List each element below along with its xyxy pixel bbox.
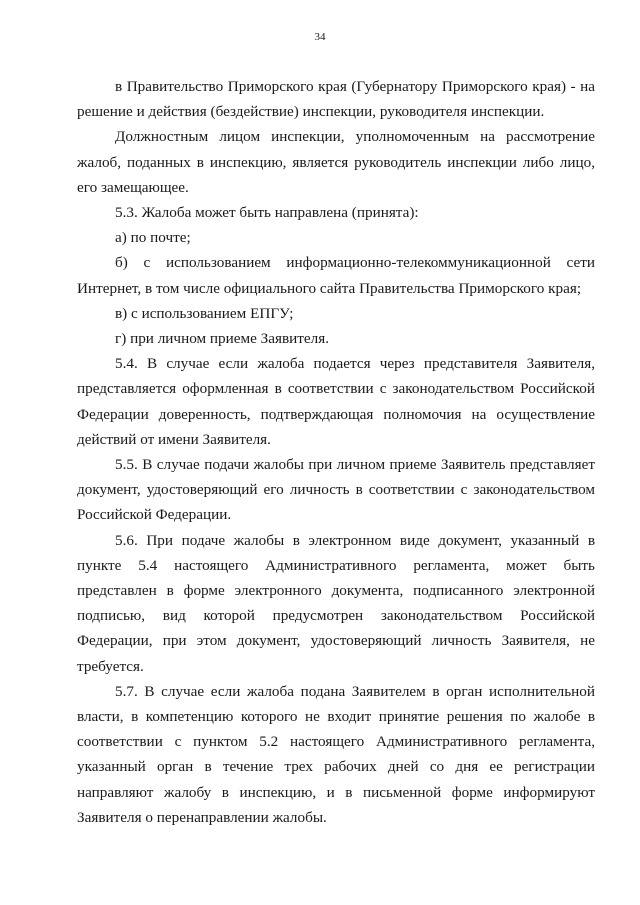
page-number: 34 bbox=[314, 31, 326, 43]
paragraph-responsible-official: Должностным лицом инспекции, уполномоченным на рассмотрение жалоб, поданных в инспекцию, является руководитель инспекции либо лицо, его замещающее. bbox=[77, 128, 595, 196]
list-item-b: б) с использованием информационно-телекоммуникационной сети Интернет, в том числе официального сайта Правительства Приморского края; bbox=[77, 254, 595, 297]
paragraph-5-7: 5.7. В случае если жалоба подана Заявителем в орган исполнительной власти, в компетенцию которого не входит принятие решения по жалобе в соответствии с пунктом 5.2 настоящего Административного регламента, указанный орган в течение трех рабочих дней со дня ее регистрации направляют жалобу в инспекцию, и в письменной форме информируют Заявителя о перенаправлении жалобы. bbox=[77, 682, 595, 826]
list-item-g: г) при личном приеме Заявителя. bbox=[115, 330, 330, 348]
list-item-v: в) с использованием ЕПГУ; bbox=[115, 304, 294, 322]
list-item-a: а) по почте; bbox=[115, 229, 191, 247]
paragraph-5-6: 5.6. При подаче жалобы в электронном виде документ, указанный в пункте 5.4 настоящего Административного регламента, может быть представлен в форме электронного документа, подписанного электронной подписью, вид которой предусмотрен законодательством Российской Федерации, при этом документ, удостоверяющий личность Заявителя, не требуется. bbox=[77, 531, 595, 675]
paragraph-5-4: 5.4. В случае если жалоба подается через представителя Заявителя, представляется оформленная в соответствии с законодательством Российской Федерации доверенность, подтверждающая полномочия на осуществление действий от имени Заявителя. bbox=[77, 355, 595, 448]
paragraph-5-5: 5.5. В случае подачи жалобы при личном приеме Заявитель представляет документ, удостоверяющий его личность в соответствии с законодательством Российской Федерации. bbox=[77, 456, 595, 524]
paragraph-5-3: 5.3. Жалоба может быть направлена (принята): bbox=[115, 204, 419, 222]
paragraph-appeal-government: в Правительство Приморского края (Губернатору Приморского края) - на решение и действия (бездействие) инспекции, руководителя инспекции. bbox=[77, 78, 595, 121]
document-body bbox=[77, 74, 595, 830]
